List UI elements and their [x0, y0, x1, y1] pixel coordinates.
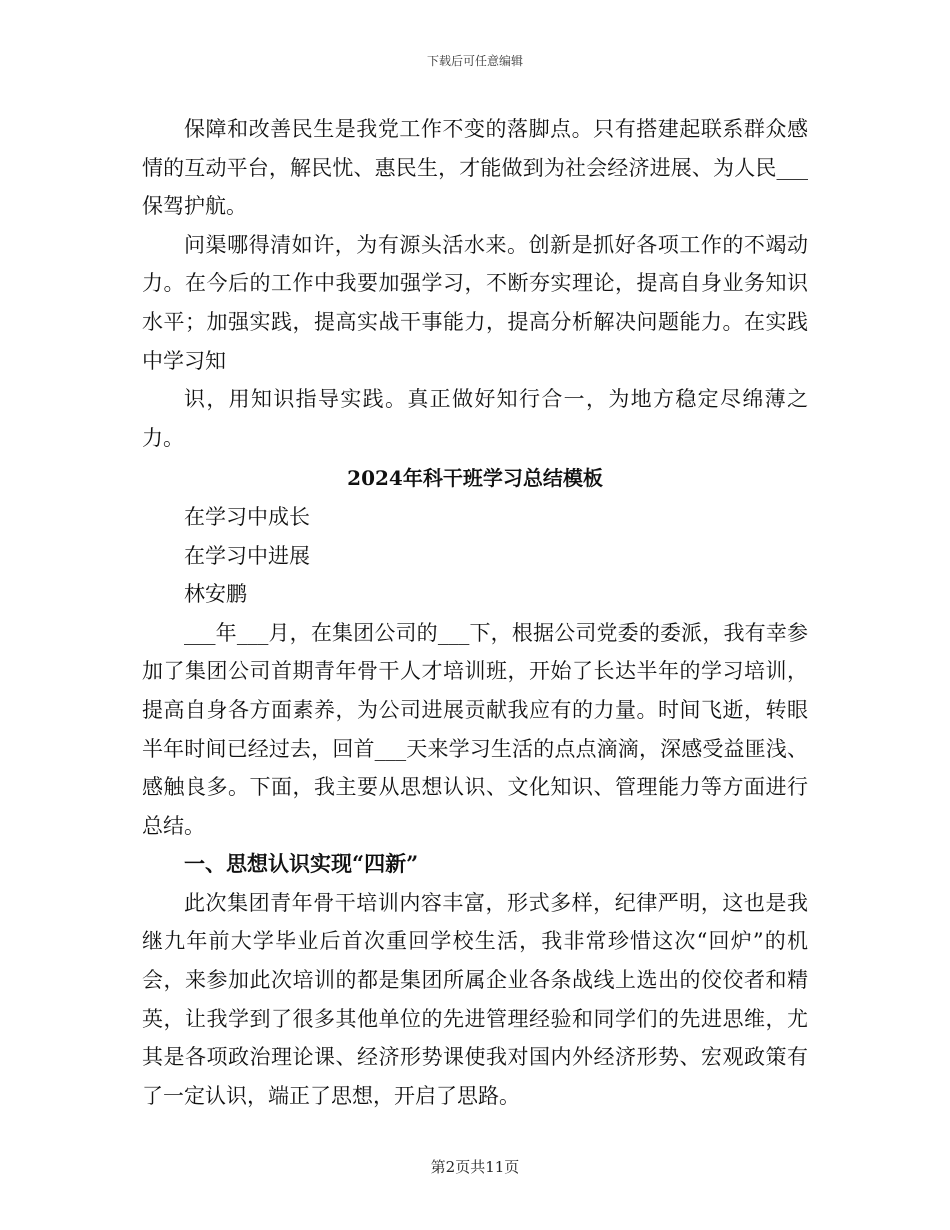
paragraph-livelihood: 保障和改善民生是我党工作不变的落脚点。只有搭建起联系群众感情的互动平台，解民忧、惠民生，才能做到为社会经济进展、为人民___保驾护航。 [142, 117, 808, 219]
paragraph-intro: ___年___月，在集团公司的___下，根据公司党委的委派，我有幸参加了集团公司首期青年骨干人才培训班，开始了长达半年的学习培训，提高自身各方面素养，为公司进展贡献我应有的力量。时间飞逝，转眼半年时间已经过去，回首___天来学习生活的点点滴滴，深感受益匪浅、感触良多。下面，我主要从思想认识、文化知识、管理能力等方面进行总结。 [142, 620, 808, 838]
document-body [142, 110, 808, 1115]
page-number: 第2页共11页 [430, 1158, 520, 1176]
author-name: 林安鹏 [184, 582, 247, 607]
section-heading-thinking: 一、思想认识实现“四新” [184, 851, 419, 877]
subtitle-growth: 在学习中成长 [184, 504, 310, 529]
paragraph-innovation: 问渠哪得清如许，为有源头活水来。创新是抓好各项工作的不竭动力。在今后的工作中我要加强学习，不断夯实理论，提高自身业务知识水平；加强实践，提高实战干事能力，提高分析解决问题能力。在实践中学习知 [142, 232, 808, 373]
paragraph-training: 此次集团青年骨干培训内容丰富，形式多样，纪律严明，这也是我继九年前大学毕业后首次重回学校生活，我非常珍惜这次“回炉”的机会，来参加此次培训的都是集团所属企业各条战线上选出的佼佼者和精英，让我学到了很多其他单位的先进管理经验和同学们的先进思维，尤其是各项政治理论课、经济形势课使我对国内外经济形势、宏观政策有了一定认识，端正了思想，开启了思路。 [142, 890, 808, 1108]
page-header-note: 下载后可任意编辑 [426, 54, 523, 68]
subtitle-progress: 在学习中进展 [184, 543, 310, 568]
document-title: 2024年科干班学习总结模板 [347, 466, 603, 491]
paragraph-practice: 识，用知识指导实践。真正做好知行合一，为地方稳定尽绵薄之力。 [142, 387, 808, 450]
